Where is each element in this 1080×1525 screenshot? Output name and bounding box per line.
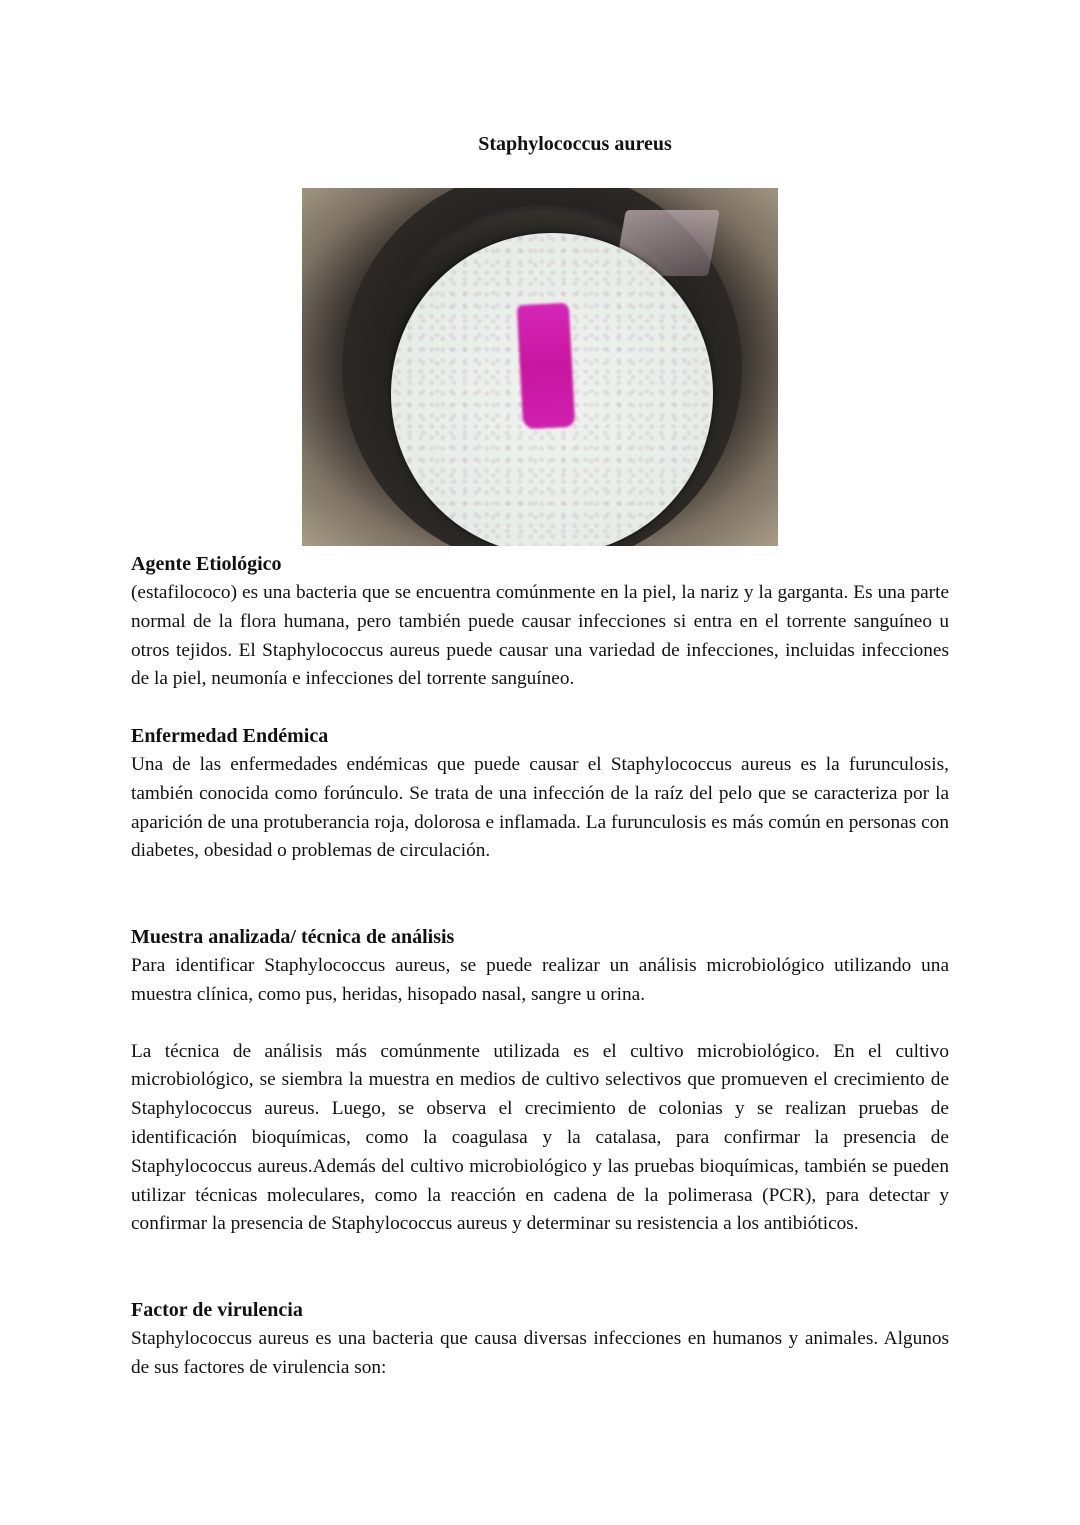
section-paragraph: Una de las enfermedades endémicas que puede causar el Staphylococcus aureus es la furunculosis, también conocida como forúnculo. Se trata de una infección de la raíz del pelo que se caracteriza por la aparición de una protuberancia roja, dolorosa e inflamada. La furunculosis es más común en personas con diabetes, obesidad o problemas de circulación. [131, 754, 949, 862]
section-enfermedad-endemica [131, 722, 949, 866]
section-paragraph: (estafilococo) es una bacteria que se encuentra comúnmente en la piel, la nariz y la garganta. Es una parte normal de la flora humana, pero también puede causar infecciones si entra en el torrente sanguíneo u otros tejidos. El Staphylococcus aureus puede causar una variedad de infecciones, incluidas infecciones de la piel, neumonía e infecciones del torrente sanguíneo. [131, 582, 949, 690]
section-paragraph: La técnica de análisis más comúnmente utilizada es el cultivo microbiológico. En el cultivo microbiológico, se siembra la muestra en medios de cultivo selectivos que promueven el crecimiento de Staphylococcus aureus. Luego, se observa el crecimiento de colonias y se realizan pruebas de identificación bioquímicas, como la coagulasa y la catalasa, para confirmar la presencia de Staphylococcus aureus.Además del cultivo microbiológico y las pruebas bioquímicas, también se pueden utilizar técnicas moleculares, como la reacción en cadena de la polimerasa (PCR), para detectar y confirmar la presencia de Staphylococcus aureus y determinar su resistencia a los antibióticos. [131, 1040, 949, 1235]
micrograph-image [302, 188, 778, 546]
section-agente-etiologico [131, 550, 949, 694]
section-paragraph: Staphylococcus aureus es una bacteria que causa diversas infecciones en humanos y animales. Algunos de sus factores de virulencia son: [131, 1328, 949, 1378]
section-heading: Enfermedad Endémica [131, 725, 329, 747]
section-heading: Agente Etiológico [131, 553, 282, 575]
document-title: Staphylococcus aureus [478, 133, 672, 155]
stained-sample [517, 303, 575, 430]
section-paragraph: Para identificar Staphylococcus aureus, se puede realizar un análisis microbiológico utilizando una muestra clínica, como pus, heridas, hisopado nasal, sangre u orina. [131, 955, 949, 1005]
section-heading: Muestra analizada/ técnica de análisis [131, 926, 455, 948]
section-heading: Factor de virulencia [131, 1299, 303, 1321]
section-muestra-analizada [131, 923, 949, 1239]
section-factor-virulencia [131, 1296, 949, 1383]
